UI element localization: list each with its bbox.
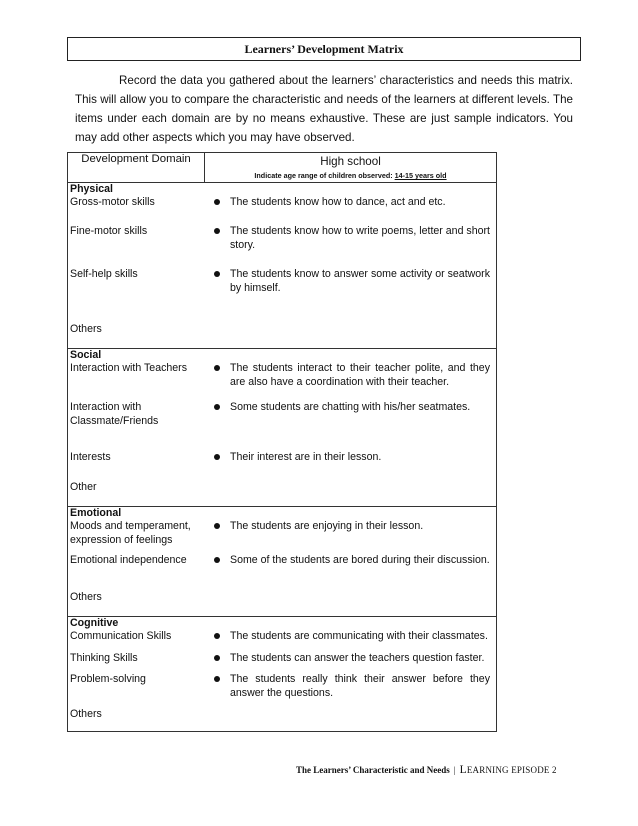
section-cell [68, 507, 497, 617]
bullet-column [204, 400, 230, 428]
intro-paragraph [75, 71, 573, 147]
domain-item-label: Other [70, 481, 97, 493]
bullet-icon [214, 199, 220, 205]
observation-text: The students are enjoying in their lesson. [230, 520, 424, 532]
list-item [68, 672, 496, 707]
bullet-column [204, 651, 230, 666]
bullet-column [204, 195, 230, 210]
observation-cell [204, 629, 496, 644]
bullet-column [204, 267, 230, 296]
bullet-column [204, 450, 230, 465]
observation-text: The students can answer the teachers question faster. [230, 652, 485, 664]
section-row-emotional [68, 507, 497, 617]
observation-text: The students are communicating with their classmates. [230, 629, 488, 642]
footer-episode-rest: EARNING EPISODE 2 [466, 765, 557, 775]
bullet-column [204, 553, 230, 568]
domain-item-label: Others [70, 707, 102, 720]
bullet-icon [214, 404, 220, 410]
domain-item-label: Self-help skills [70, 267, 138, 280]
bullet-column [204, 361, 230, 390]
footer-episode [460, 765, 557, 775]
observation-cell [204, 519, 496, 547]
observation-cell [204, 361, 496, 390]
section-row-physical [68, 183, 497, 349]
list-item [68, 519, 496, 553]
domain-item-label: Others [70, 322, 102, 335]
observation-cell [204, 195, 496, 210]
bullet-column [204, 519, 230, 547]
observation-cell [204, 707, 496, 721]
age-range-note [205, 171, 496, 180]
bullet-icon [214, 454, 220, 460]
list-item [68, 480, 496, 506]
list-item [68, 267, 496, 322]
observation-text: The students know how to dance, act and etc. [230, 196, 446, 208]
domain-item-label: Gross-motor skills [70, 196, 155, 208]
domain-item-label: Others [70, 590, 102, 603]
bullet-icon [214, 676, 220, 682]
observation-cell [204, 480, 496, 494]
observation-cell [204, 672, 496, 701]
observation-text: Some of the students are bored during their discussion. [230, 554, 490, 566]
observation-text: Some students are chatting with his/her seatmates. [230, 400, 471, 413]
domain-item-label: Fine-motor skills [70, 224, 148, 237]
list-item [68, 195, 496, 224]
bullet-icon [214, 271, 220, 277]
observation-cell [204, 400, 496, 428]
header-level [205, 153, 497, 183]
section-cell [68, 348, 497, 507]
observation-cell [204, 450, 496, 465]
age-range-value: 14-15 years old [394, 171, 447, 180]
observation-cell [204, 590, 496, 604]
bullet-column [204, 672, 230, 701]
bullet-icon [214, 523, 220, 529]
observation-cell [204, 224, 496, 253]
development-matrix-table [67, 152, 497, 732]
age-range-prefix: Indicate age range of children observed: [254, 171, 393, 180]
section-title: Physical [70, 183, 113, 195]
list-item [68, 361, 496, 400]
list-item [68, 322, 496, 348]
header-development-domain: Development Domain [68, 153, 205, 183]
bullet-icon [214, 228, 220, 234]
domain-item-label: Interaction with Classmate/Friends [70, 400, 159, 427]
section-title: Social [70, 348, 102, 361]
section-row-cognitive [68, 616, 497, 731]
list-item [68, 224, 496, 267]
page-footer [296, 764, 557, 776]
section-row-social [68, 348, 497, 507]
table-header-row [68, 153, 497, 183]
matrix-title-box [67, 37, 581, 61]
section-title: Cognitive [70, 616, 119, 629]
section-cell [68, 183, 497, 349]
observation-cell [204, 553, 496, 568]
list-item [68, 707, 496, 731]
domain-item-label: Communication Skills [70, 629, 172, 642]
domain-item-label: Interaction with Teachers [70, 361, 187, 374]
domain-item-label: Moods and temperament, expression of feelings [70, 520, 191, 546]
header-high-school: High school [320, 155, 381, 168]
bullet-icon [214, 655, 220, 661]
bullet-icon [214, 557, 220, 563]
domain-item-label: Thinking Skills [70, 652, 138, 664]
domain-item-label: Problem-solving [70, 672, 146, 685]
list-item [68, 450, 496, 481]
domain-item-label: Interests [70, 450, 111, 463]
section-cell [68, 616, 497, 731]
intro-text: Record the data you gathered about the learners’ characteristics and needs this matrix. This will allow you to compare the characteristic and needs of the learners at different levels. The items under each domain are by no means exhaustive. These are just sample indicators. You may add other aspects which you may have observed. [75, 74, 573, 144]
bullet-icon [214, 633, 220, 639]
list-item [68, 590, 496, 616]
bullet-icon [214, 365, 220, 371]
matrix-title: Learners’ Development Matrix [244, 41, 404, 56]
section-title: Emotional [70, 507, 122, 519]
observation-cell [204, 322, 496, 336]
footer-episode-initial: L [459, 764, 467, 776]
observation-text: The students know how to write poems, letter and short story. [230, 224, 490, 251]
domain-item-label: Emotional independence [70, 554, 187, 566]
matrix-body [68, 183, 497, 732]
bullet-column [204, 224, 230, 253]
observation-cell [204, 267, 496, 296]
observation-text: The students know to answer some activity or seatwork by himself. [230, 267, 490, 294]
observation-text: Their interest are in their lesson. [230, 450, 382, 463]
list-item [68, 651, 496, 672]
observation-text: The students really think their answer before they answer the questions. [230, 672, 490, 699]
footer-separator: | [453, 765, 456, 775]
observation-text: The students interact to their teacher polite, and they are also have a coordination with their teacher. [230, 361, 490, 388]
list-item [68, 553, 496, 590]
list-item [68, 629, 496, 652]
observation-cell [204, 651, 496, 666]
bullet-column [204, 629, 230, 644]
list-item [68, 400, 496, 450]
footer-title: The Learners’ Characteristic and Needs [296, 765, 450, 775]
